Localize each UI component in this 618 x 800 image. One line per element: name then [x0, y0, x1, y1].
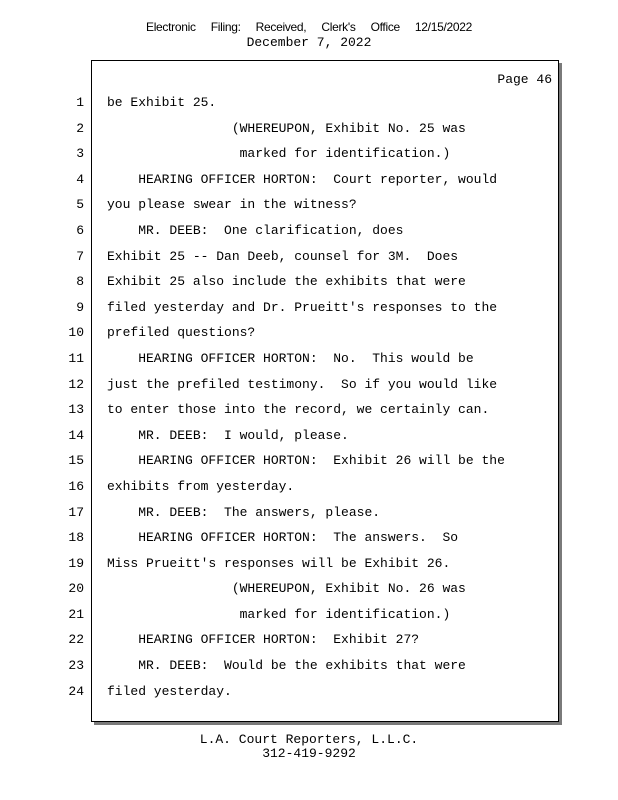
transcript-line: to enter those into the record, we certainly can.: [107, 402, 490, 418]
line-number: 5: [76, 197, 84, 213]
line-number: 24: [68, 683, 84, 699]
transcript-line: you please swear in the witness?: [107, 197, 357, 213]
transcript-line: MR. DEEB: Would be the exhibits that were: [107, 658, 466, 674]
line-number-column: [56, 93, 84, 707]
transcript-line: (WHEREUPON, Exhibit No. 25 was: [107, 120, 466, 136]
line-number: 21: [68, 606, 84, 622]
line-number: 6: [76, 222, 84, 238]
transcript-line: filed yesterday.: [107, 683, 232, 699]
transcript-line: Miss Prueitt's responses will be Exhibit 26.: [107, 555, 451, 571]
line-number: 18: [68, 530, 84, 546]
transcript-text: [107, 93, 547, 707]
transcript-line: HEARING OFFICER HORTON: Court reporter, would: [107, 171, 498, 187]
transcript-line: marked for identification.): [107, 146, 451, 162]
line-number: 16: [68, 478, 84, 494]
transcript-line: HEARING OFFICER HORTON: No. This would be: [107, 350, 474, 366]
transcript-line: HEARING OFFICER HORTON: The answers. So: [107, 530, 459, 546]
line-number: 9: [76, 299, 84, 315]
transcript-line: filed yesterday and Dr. Prueitt's responses to the: [107, 299, 498, 315]
line-number: 1: [76, 95, 84, 110]
line-number: 11: [68, 350, 84, 366]
hearing-date: December 7, 2022: [246, 35, 372, 50]
line-number: 7: [76, 248, 84, 264]
transcript-line: MR. DEEB: The answers, please.: [107, 504, 381, 520]
transcript-line: exhibits from yesterday.: [107, 478, 295, 494]
transcript-line: Exhibit 25 -- Dan Deeb, counsel for 3M. Does: [107, 248, 459, 264]
line-number: 17: [68, 504, 84, 520]
line-number: 22: [68, 632, 84, 648]
line-number: 8: [76, 274, 84, 290]
line-number: 4: [76, 171, 84, 187]
line-number: 19: [68, 555, 84, 571]
reporter-company: L.A. Court Reporters, L.L.C.: [199, 732, 419, 747]
transcript-line: HEARING OFFICER HORTON: Exhibit 27?: [107, 632, 420, 648]
transcript-line: MR. DEEB: I would, please.: [107, 427, 349, 443]
line-number: 23: [68, 658, 84, 674]
line-number: 15: [68, 453, 84, 469]
line-number: 12: [68, 376, 84, 392]
transcript-line: prefiled questions?: [107, 325, 256, 341]
reporter-phone: 312-419-9292: [262, 746, 356, 761]
line-number: 20: [68, 581, 84, 597]
line-number: 3: [76, 146, 84, 162]
transcript-line: HEARING OFFICER HORTON: Exhibit 26 will be the: [107, 453, 505, 469]
transcript-line: (WHEREUPON, Exhibit No. 26 was: [107, 581, 466, 597]
line-number: 14: [68, 427, 84, 443]
transcript-line: marked for identification.): [107, 606, 451, 622]
transcript-line: just the prefiled testimony. So if you would like: [107, 376, 498, 392]
transcript-line: be Exhibit 25.: [107, 95, 217, 110]
transcript-line: MR. DEEB: One clarification, does: [107, 222, 404, 238]
page-number: Page 46: [497, 72, 552, 87]
transcript-line: Exhibit 25 also include the exhibits that were: [107, 274, 466, 290]
line-number: 13: [68, 402, 84, 418]
line-number: 10: [68, 325, 84, 341]
line-number: 2: [76, 120, 84, 136]
electronic-filing-stamp: Electronic Filing: Received, Clerk's Office 12/15/2022: [145, 20, 472, 34]
